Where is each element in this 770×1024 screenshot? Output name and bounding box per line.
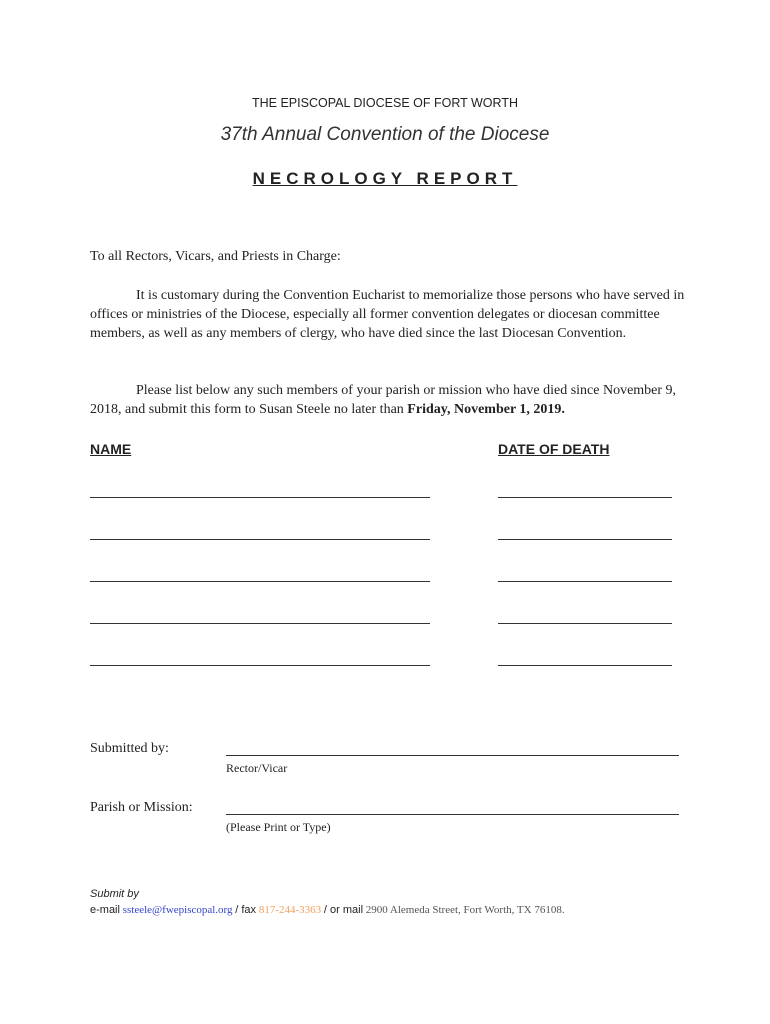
email-link[interactable]: ssteele@fwepiscopal.org xyxy=(122,904,233,916)
submitted-by-field[interactable] xyxy=(226,755,679,756)
submit-by-label: Submit by xyxy=(90,888,139,900)
fax-label: / fax xyxy=(235,904,257,916)
page-title: NECROLOGY REPORT xyxy=(252,169,518,188)
parish-caption: (Please Print or Type) xyxy=(226,820,331,834)
paragraph-1: It is customary during the Convention Eucharist to memorialize those persons who have served in offices or ministries of the Diocese, especially all former convention delegates or diocesan committee members, as well as any members of clergy, who have died since the last Diocesan Convention. xyxy=(90,288,685,341)
email-label: e-mail xyxy=(90,904,120,916)
parish-label: Parish or Mission: xyxy=(90,800,193,815)
name-entry-line[interactable] xyxy=(90,497,430,498)
org-name: THE EPISCOPAL DIOCESE OF FORT WORTH xyxy=(251,96,518,110)
name-column-header: NAME xyxy=(90,441,132,457)
submitted-by-label: Submitted by: xyxy=(90,741,169,756)
name-entry-line[interactable] xyxy=(90,623,430,624)
date-entry-line[interactable] xyxy=(498,497,672,498)
paragraph-2 xyxy=(90,381,690,419)
date-entry-line[interactable] xyxy=(498,623,672,624)
submission-info xyxy=(90,904,565,916)
date-column-header: DATE OF DEATH xyxy=(498,441,610,457)
deadline: Friday, November 1, 2019. xyxy=(407,402,565,417)
submitted-by-caption: Rector/Vicar xyxy=(226,761,288,775)
convention-title: 37th Annual Convention of the Diocese xyxy=(220,124,550,145)
paragraph-2-text: Please list below any such members of your parish or mission who have died since November 9, 2018, and submit this form to Susan Steele no later than xyxy=(90,383,677,417)
date-entry-line[interactable] xyxy=(498,581,672,582)
parish-field[interactable] xyxy=(226,814,679,815)
date-entry-line[interactable] xyxy=(498,539,672,540)
salutation: To all Rectors, Vicars, and Priests in Charge: xyxy=(90,249,341,264)
date-entry-line[interactable] xyxy=(498,665,672,666)
name-entry-line[interactable] xyxy=(90,539,430,540)
name-entry-line[interactable] xyxy=(90,581,430,582)
name-entry-line[interactable] xyxy=(90,665,430,666)
fax-number: 817-244-3363 xyxy=(258,904,322,916)
mail-label: / or mail xyxy=(323,904,364,916)
mail-address: 2900 Alemeda Street, Fort Worth, TX 76108. xyxy=(365,904,565,916)
